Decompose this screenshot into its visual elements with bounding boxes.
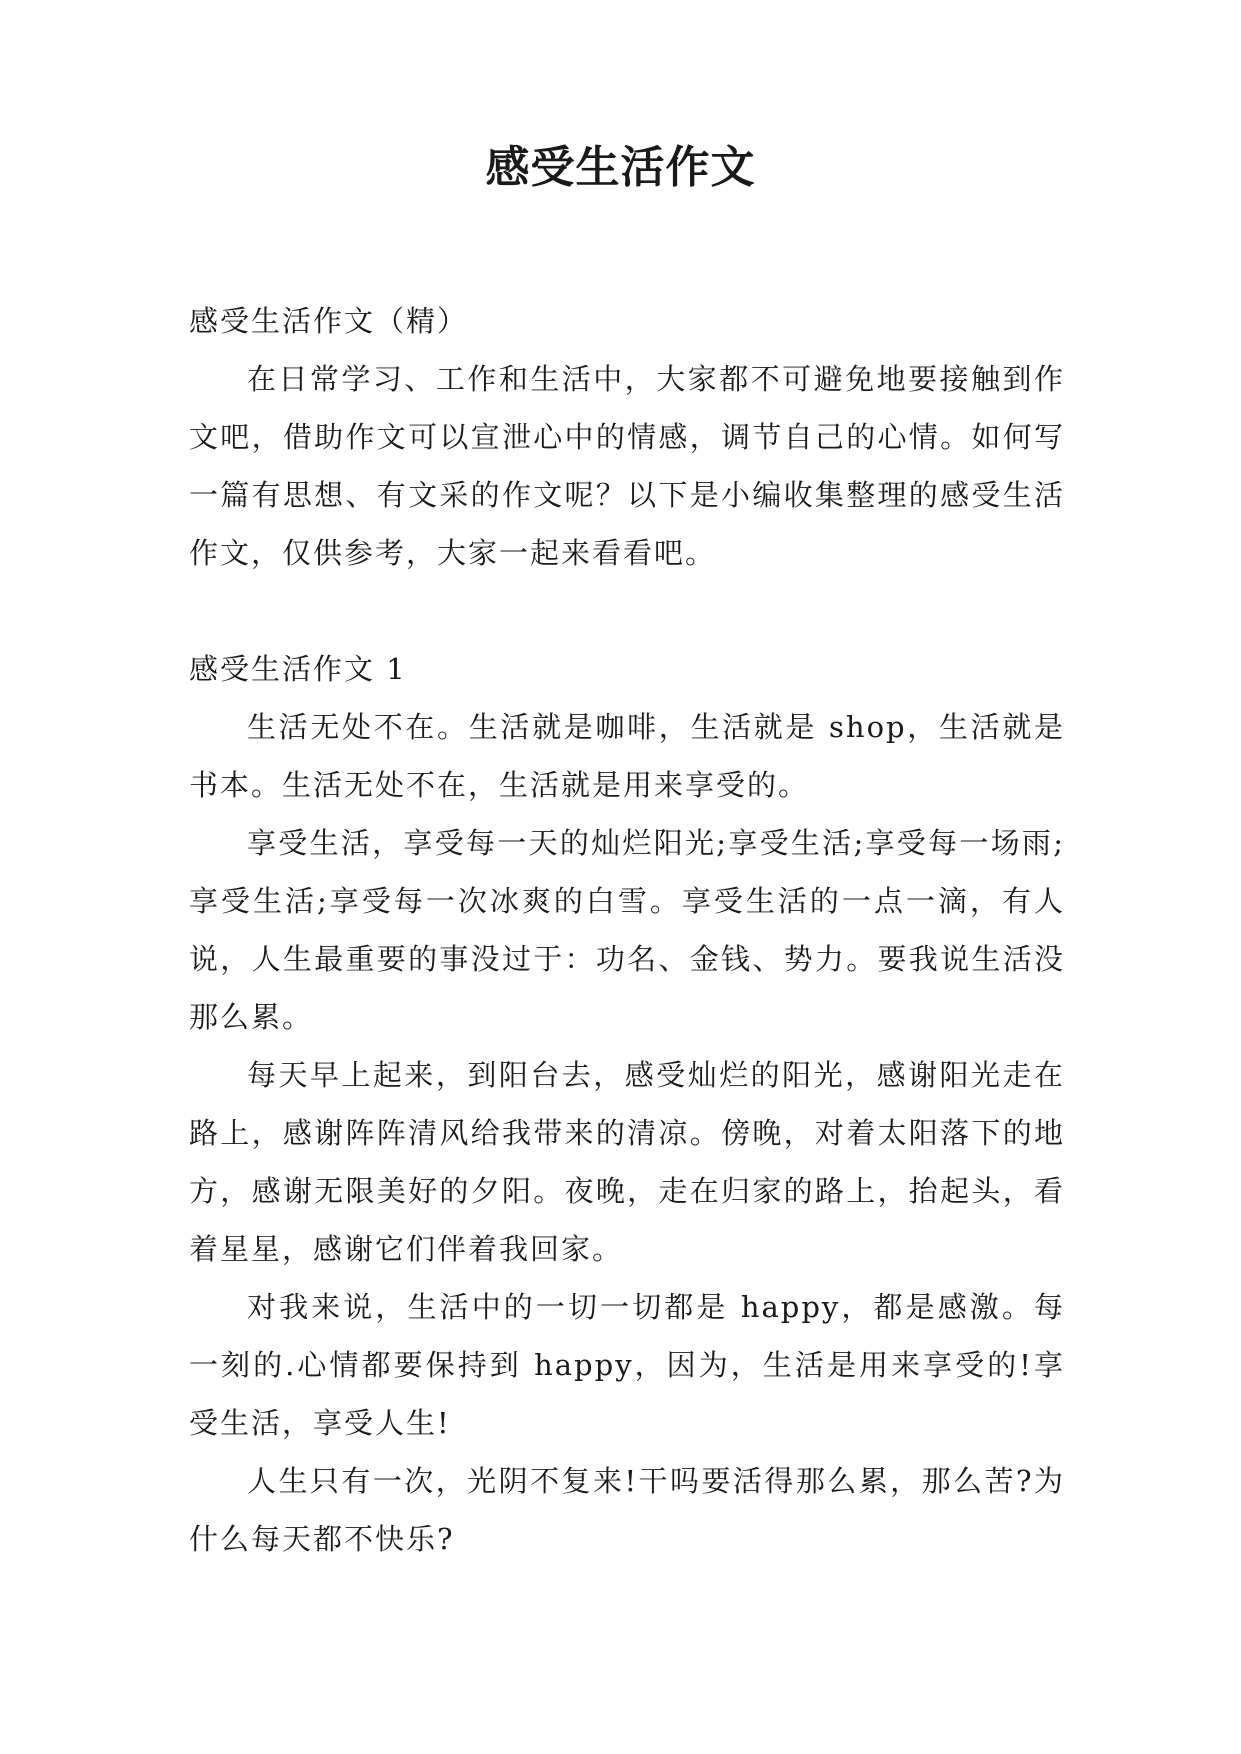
document-body bbox=[189, 292, 1065, 1568]
essay-1-heading: 感受生活作文 1 bbox=[189, 652, 407, 686]
essay-1-paragraph-2: 享受生活，享受每一天的灿烂阳光;享受生活;享受每一场雨;享受生活;享受每一次冰爽的白雪。享受生活的一点一滴，有人说，人生最重要的事没过于：功名、金钱、势力。要我说生活没那么累。 bbox=[189, 826, 1065, 1034]
section-spacer bbox=[189, 582, 1065, 640]
document-title: 感受生活作文 bbox=[485, 142, 756, 193]
essay-1-paragraph-5: 人生只有一次，光阴不复来!干吗要活得那么累，那么苦?为什么每天都不快乐? bbox=[189, 1464, 1065, 1556]
intro-paragraph: 在日常学习、工作和生活中，大家都不可避免地要接触到作文吧，借助作文可以宣泄心中的情感，调节自己的心情。如何写一篇有思想、有文采的作文呢？以下是小编收集整理的感受生活作文，仅供参考，大家一起来看看吧。 bbox=[189, 362, 1065, 570]
essay-1-paragraph-1: 生活无处不在。生活就是咖啡，生活就是 shop，生活就是书本。生活无处不在，生活就是用来享受的。 bbox=[189, 710, 1065, 802]
essay-1-paragraph-4: 对我来说，生活中的一切一切都是 happy，都是感激。每一刻的.心情都要保持到 happy，因为，生活是用来享受的!享受生活，享受人生! bbox=[189, 1290, 1065, 1440]
intro-heading: 感受生活作文（精） bbox=[189, 304, 469, 338]
essay-1-paragraph-3: 每天早上起来，到阳台去，感受灿烂的阳光，感谢阳光走在路上，感谢阵阵清风给我带来的清凉。傍晚，对着太阳落下的地方，感谢无限美好的夕阳。夜晚，走在归家的路上，抬起头，看着星星，感谢它们伴着我回家。 bbox=[189, 1058, 1065, 1266]
